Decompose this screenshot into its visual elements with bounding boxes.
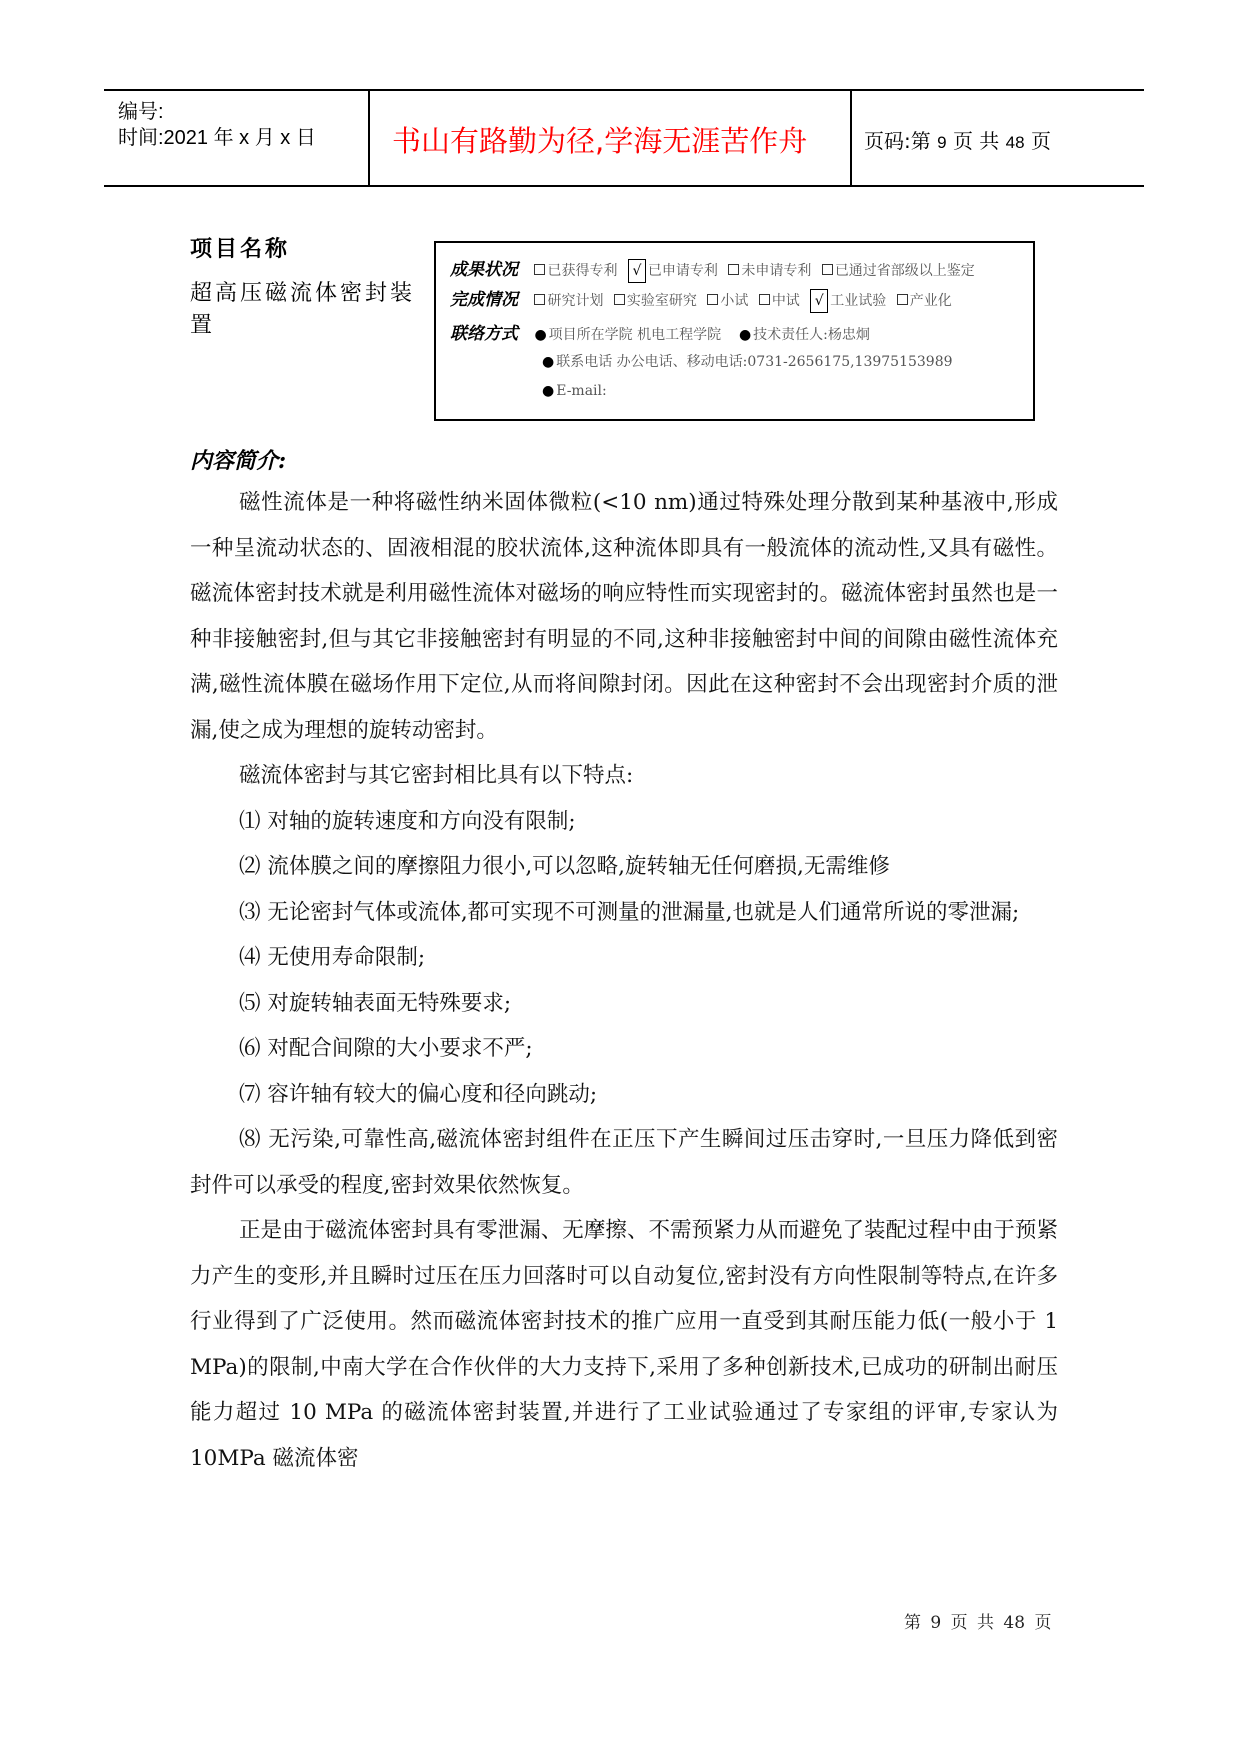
checkbox-empty-icon (822, 264, 833, 275)
checkbox-empty-icon (897, 294, 908, 305)
serial-number-label: 编号: (118, 101, 164, 123)
contact-college: 项目所在学院 机电工程学院 (548, 327, 722, 343)
content-body (190, 480, 1058, 1481)
completion-label: 完成情况 (450, 290, 518, 310)
contact-row (450, 319, 870, 344)
achievement-row (450, 255, 981, 283)
completion-option-checked: √ 工业试验 (810, 293, 886, 309)
paragraph-intro: 磁性流体是一种将磁性纳米固体微粒(<10 nm)通过特殊处理分散到某种基液中,形成一种呈流动状态的、固液相混的胶状流体,这种流体即具有一般流体的流动性,又具有磁性。磁流体密封技术就是利用磁性流体对磁场的响应特性而实现密封的。磁流体密封虽然也是一种非接触密封,但与其它非接触密封有明显的不同,这种非接触密封中间的间隙由磁性流体充满,磁性流体膜在磁场作用下定位,从而将间隙封闭。因此在这种密封不会出现密封介质的泄漏,使之成为理想的旋转动密封。 (190, 490, 1058, 743)
checkbox-empty-icon (534, 264, 545, 275)
checkbox-empty-icon (614, 294, 625, 305)
page-label-mid: 页 共 (952, 129, 1000, 153)
contact-label: 联络方式 (450, 324, 518, 344)
completion-option: 小试 (707, 293, 748, 309)
checkbox-empty-icon (534, 294, 545, 305)
project-name-label: 项目名称 (190, 237, 291, 262)
header-page-cell (852, 91, 1144, 185)
feature-item: ⑵ 流体膜之间的摩擦阻力很小,可以忽略,旋转轴无任何磨损,无需维修 (239, 854, 890, 879)
contact-phone-line (542, 351, 953, 371)
achievement-option: 已获得专利 (534, 263, 617, 279)
content-summary-title: 内容简介: (190, 448, 287, 474)
page-total: 48 (1005, 133, 1025, 152)
page-label-suffix: 页 (1030, 129, 1051, 153)
feature-item: ⑹ 对配合间隙的大小要求不严; (239, 1036, 533, 1061)
feature-item: ⑻ 无污染,可靠性高,磁流体密封组件在正压下产生瞬间过压击穿时,一旦压力降低到密封件可以承受的程度,密封效果依然恢复。 (190, 1127, 1058, 1198)
feature-item: ⑴ 对轴的旋转速度和方向没有限制; (239, 808, 576, 834)
page-info (864, 125, 1051, 154)
checkbox-checked-icon: √ (810, 289, 828, 313)
bullet-icon: ● (738, 327, 752, 343)
paragraph-conclusion: 正是由于磁流体密封具有零泄漏、无摩擦、不需预紧力从而避免了装配过程中由于预紧力产生的变形,并且瞬时过压在压力回落时可以自动复位,密封没有方向性限制等特点,在许多行业得到了广泛使用。然而磁流体密封技术的推广应用一直受到其耐压能力低(一般小于 1 MPa)的限制,中南大学在合作伙伴的大力支持下,采用了多种创新技术,已成功的研制出耐压能力超过 10 MPa 的磁流体密封装置,并进行了工业试验通过了专家组的评审,专家认为 10MPa 磁流体密 (190, 1218, 1058, 1471)
completion-option: 产业化 (897, 293, 952, 309)
page-current: 9 (937, 133, 947, 152)
page-footer: 第 9 页 共 48 页 (904, 1613, 1052, 1633)
completion-option: 实验室研究 (614, 293, 697, 309)
contact-email-line (542, 383, 607, 399)
completion-option: 中试 (759, 293, 800, 309)
contact-phone: 联系电话 办公电话、移动电话:0731-2656175,13975153989 (556, 354, 953, 370)
header-motto-cell (370, 91, 852, 185)
completion-option: 研究计划 (534, 293, 603, 309)
page-label-prefix: 页码:第 (864, 129, 931, 153)
contact-person: 技术责任人:杨忠炯 (753, 327, 870, 343)
feature-item: ⑷ 无使用寿命限制; (239, 945, 426, 970)
checkbox-empty-icon (707, 294, 718, 305)
project-name: 超高压磁流体密封装置 (190, 281, 416, 338)
achievement-option: 已通过省部级以上鉴定 (822, 263, 975, 279)
page-header (104, 89, 1144, 187)
bullet-icon: ● (542, 383, 555, 399)
achievement-label: 成果状况 (450, 260, 518, 280)
project-info-box (434, 241, 1035, 421)
bullet-icon: ● (542, 354, 555, 370)
checkbox-empty-icon (728, 264, 739, 275)
bullet-icon: ● (534, 327, 547, 343)
time-label: 时间:2021 年 x 月 x 日 (118, 127, 316, 149)
completion-row (450, 285, 958, 313)
feature-item: ⑸ 对旋转轴表面无特殊要求; (239, 990, 512, 1016)
motto: 书山有路勤为径,学海无涯苦作舟 (392, 124, 808, 158)
feature-item: ⑺ 容许轴有较大的偏心度和径向跳动; (239, 1081, 598, 1107)
checkbox-checked-icon: √ (628, 259, 646, 283)
achievement-option-checked: √ 已申请专利 (628, 263, 718, 279)
achievement-option: 未申请专利 (728, 263, 811, 279)
checkbox-empty-icon (759, 294, 770, 305)
header-meta-cell (104, 91, 370, 185)
contact-email: E-mail: (556, 383, 607, 399)
feature-item: ⑶ 无论密封气体或流体,都可实现不可测量的泄漏量,也就是人们通常所说的零泄漏; (239, 899, 1020, 925)
paragraph-features-lead: 磁流体密封与其它密封相比具有以下特点: (239, 763, 634, 788)
